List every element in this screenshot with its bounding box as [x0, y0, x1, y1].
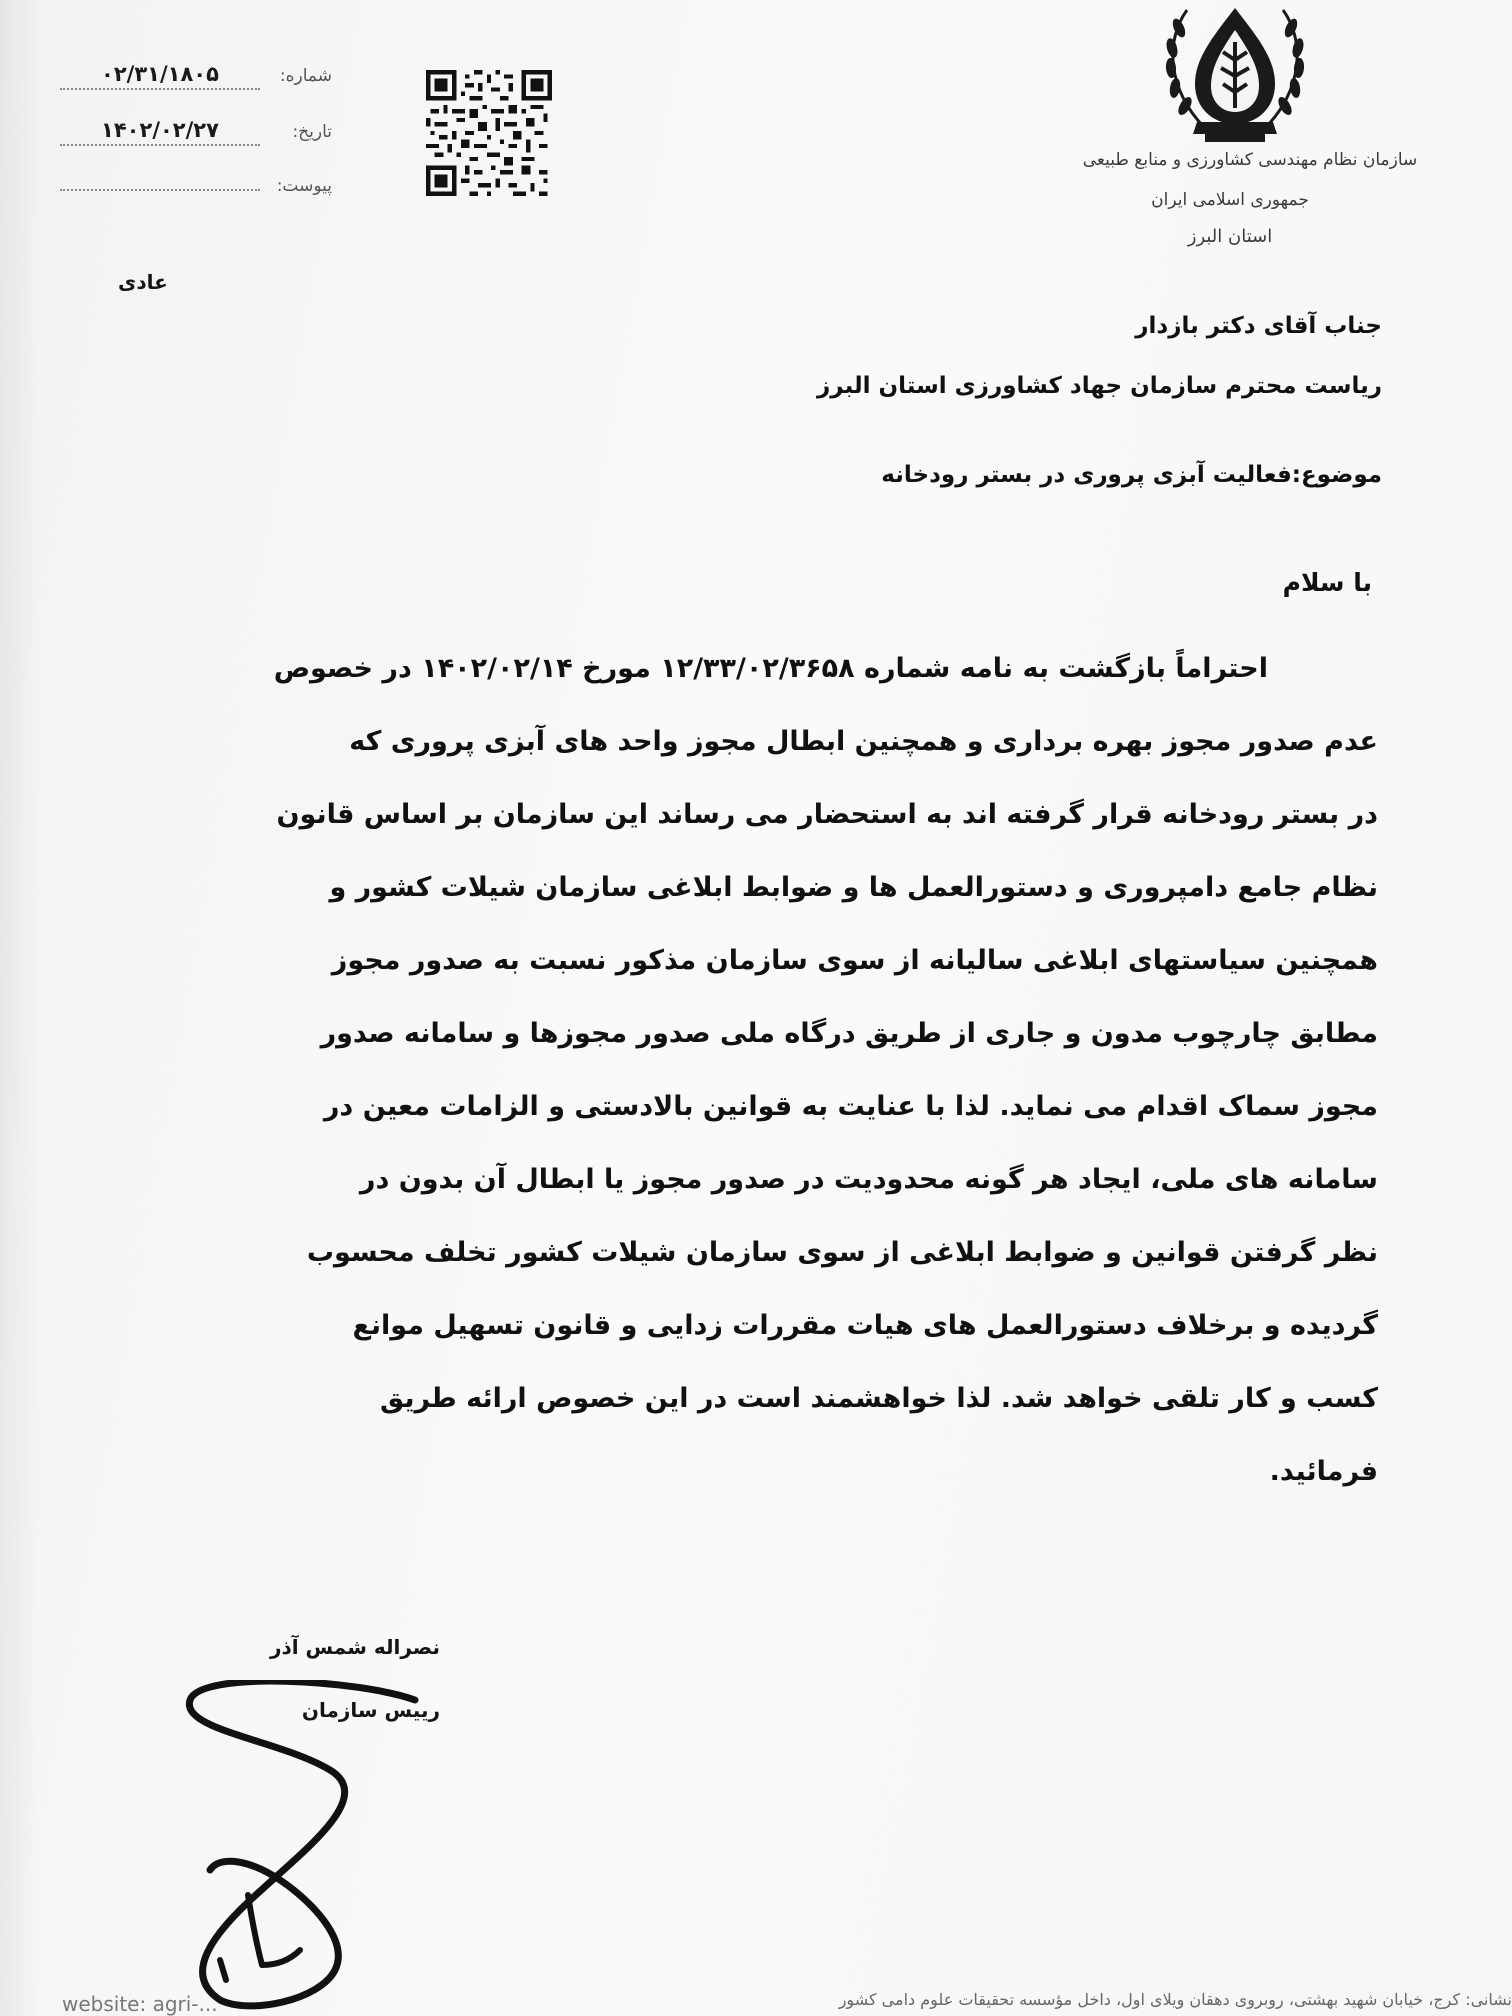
- body-line: همچنین سیاستهای ابلاغی سالیانه از سوی سازمان مذکور نسبت به صدور مجوز: [331, 945, 1378, 976]
- body-line: گردیده و برخلاف دستورالعمل های هیات مقررات زدایی و قانون تسهیل موانع: [352, 1310, 1378, 1341]
- body-line: سامانه های ملی، ایجاد هر گونه محدودیت در صدور مجوز یا ابطال آن بدون در: [359, 1164, 1378, 1195]
- body-line: مطابق چارچوب مدون و جاری از طریق درگاه ملی صدور مجوزها و سامانه صدور: [320, 1018, 1378, 1049]
- letter-date-value: ۱۴۰۲/۰۲/۲۷: [60, 118, 260, 146]
- handwritten-signature: [160, 1680, 430, 2010]
- letter-date-row: [60, 118, 332, 146]
- footer-address: نشانی: کرج، خیابان شهید بهشتی، روبروی دهقان ویلای اول، داخل مؤسسه تحقیقات علوم دامی کشور: [838, 1990, 1512, 2009]
- letter-subject: موضوع:فعالیت آبزی پروری در بستر رودخانه: [881, 462, 1382, 488]
- letter-body: [135, 632, 1378, 1508]
- page-shadow: [0, 0, 40, 2016]
- addressee-title: ریاست محترم سازمان جهاد کشاورزی استان البرز: [817, 373, 1382, 399]
- footer-website: website: agri-...: [62, 1992, 218, 2016]
- body-line: نظام جامع دامپروری و دستورالعمل ها و ضوابط ابلاغی سازمان شیلات کشور و: [329, 872, 1378, 903]
- attachment-row: [60, 176, 332, 196]
- priority-label: عادی: [118, 270, 168, 294]
- body-line: فرمائید.: [1269, 1456, 1378, 1487]
- organization-name: سازمان نظام مهندسی کشاورزی و منابع طبیعی: [1082, 150, 1418, 170]
- body-line: کسب و کار تلقی خواهد شد. لذا خواهشمند است در این خصوص ارائه طریق: [380, 1383, 1378, 1414]
- body-line: نظر گرفتن قوانین و ضوابط ابلاغی از سوی سازمان شیلات کشور تخلف محسوب: [306, 1237, 1378, 1268]
- organization-logo-icon: [1135, 0, 1335, 148]
- attachment-label: پیوست:: [276, 176, 332, 196]
- addressee-name: جناب آقای دکتر بازدار: [1135, 313, 1382, 339]
- body-line: عدم صدور مجوز بهره برداری و همچنین ابطال مجوز واحد های آبزی پروری که: [349, 726, 1378, 757]
- letter-number-row: [60, 62, 332, 90]
- letter-number-label: شماره:: [279, 66, 332, 86]
- body-line: در بستر رودخانه قرار گرفته اند به استحضار می رساند این سازمان بر اساس قانون: [276, 799, 1378, 830]
- letter-number-value: ۰۲/۳۱/۱۸۰۵: [60, 62, 260, 90]
- greeting: با سلام: [1282, 568, 1372, 597]
- signer-name: نصراله شمس آذر: [269, 1635, 440, 1659]
- country-name: جمهوری اسلامی ایران: [1151, 190, 1309, 210]
- signer-title: رییس سازمان: [301, 1698, 440, 1722]
- attachment-value: [60, 187, 260, 191]
- letter-date-label: تاریخ:: [292, 122, 332, 142]
- province-name: استان البرز: [1187, 226, 1273, 247]
- qr-code-icon: [425, 70, 553, 196]
- body-line: احتراماً بازگشت به نامه شماره ۱۲/۳۳/۰۲/۳۶۵۸ مورخ ۱۴۰۲/۰۲/۱۴ در خصوص: [273, 653, 1268, 684]
- body-line: مجوز سماک اقدام می نماید. لذا با عنایت به قوانین بالادستی و الزامات معین در: [323, 1091, 1378, 1122]
